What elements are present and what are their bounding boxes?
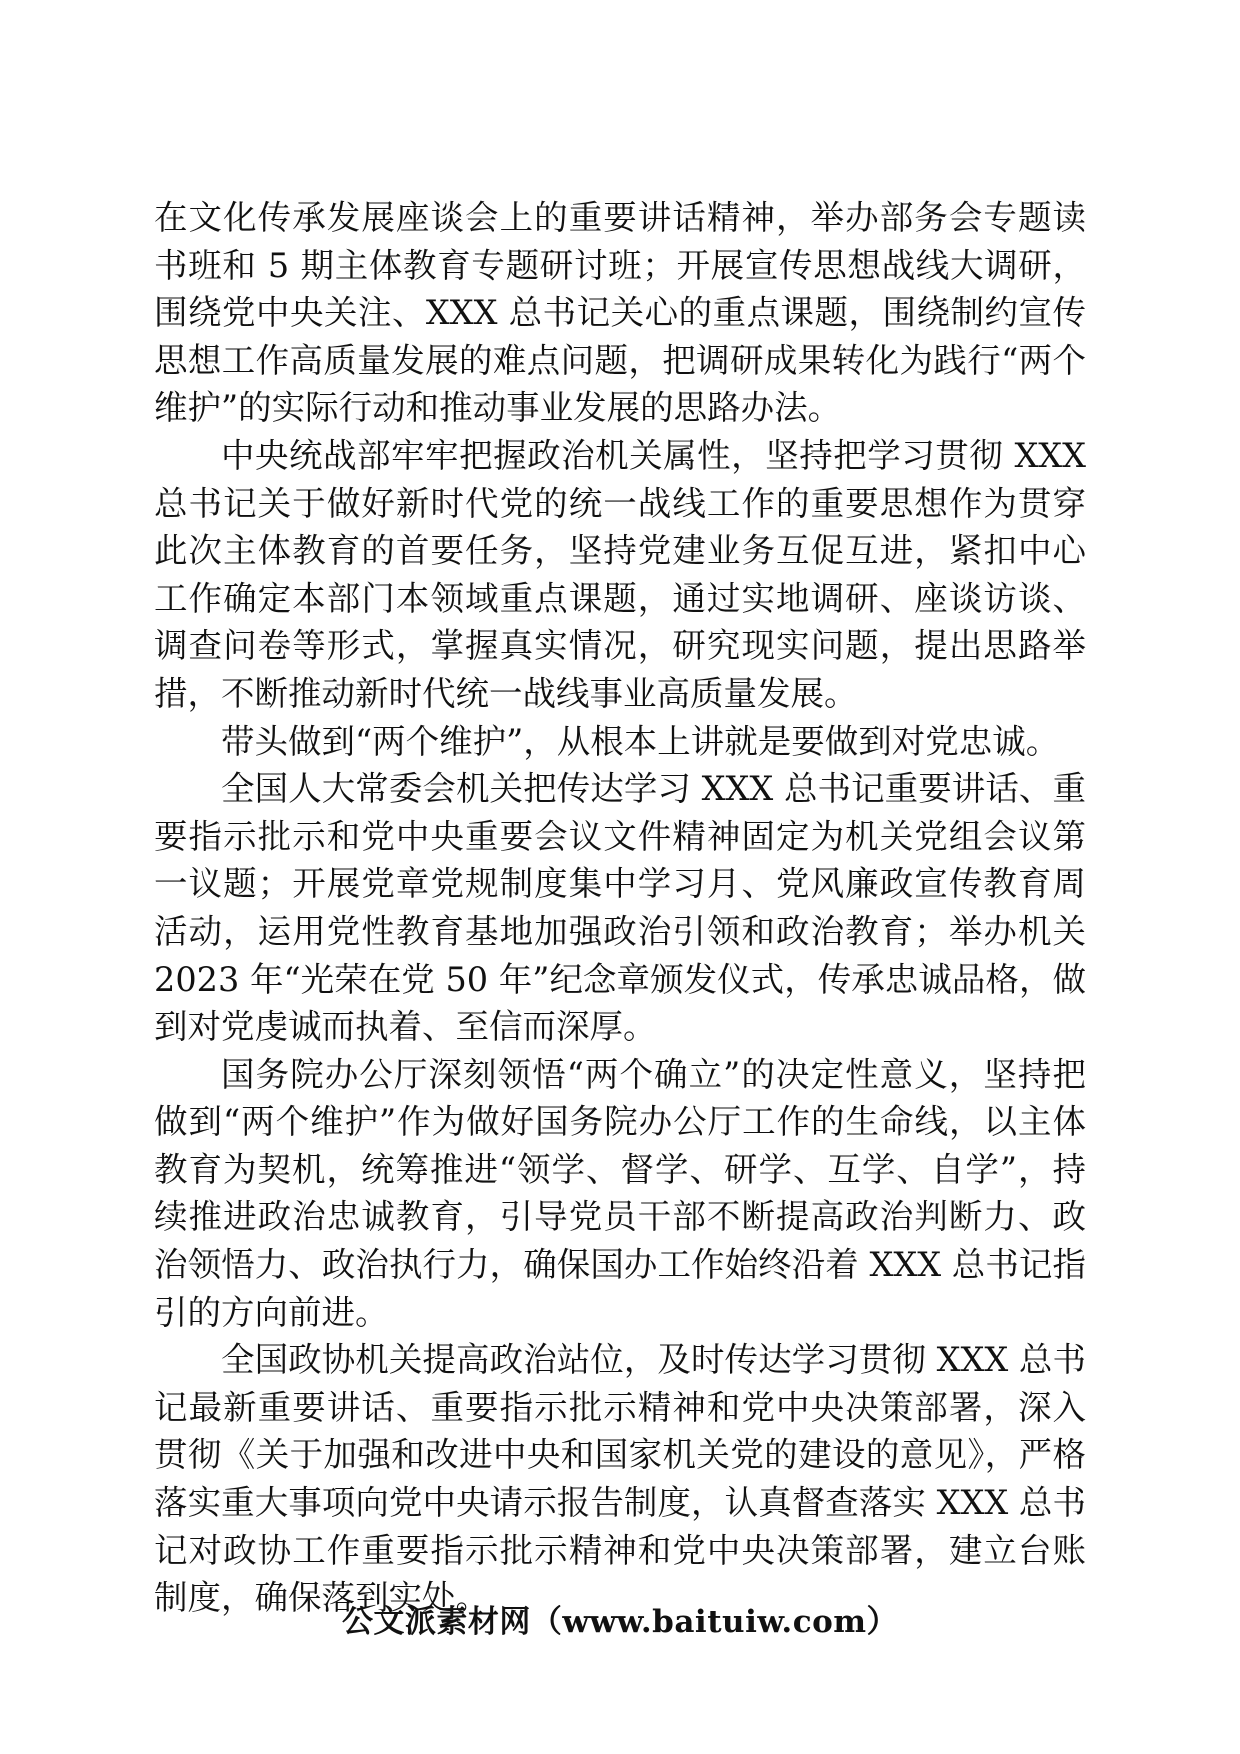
paragraph-cppcc-office: 全国政协机关提高政治站位，及时传达学习贯彻 XXX 总书记最新重要讲话、重要指示批示精神和党中央决策部署，深入贯彻《关于加强和改进中央和国家机关党的建设的意见》，严格落实重大事项向党中央请示报告制度，认真督查落实 XXX 总书记对政协工作重要指示批示精神和党中央决策部署，建立台账制度，确保落到实处。 — [154, 1340, 1086, 1618]
document-body — [154, 194, 1086, 1622]
paragraph-continuation: 在文化传承发展座谈会上的重要讲话精神，举办部务会专题读书班和 5 期主体教育专题研讨班；开展宣传思想战线大调研，围绕党中央关注、XXX 总书记关心的重点课题，围绕制约宣传思想工作高质量发展的难点问题，把调研成果转化为践行“两个维护”的实际行动和推动事业发展的思路办法。 — [154, 198, 1086, 428]
paragraph-united-front: 中央统战部牢牢把握政治机关属性，坚持把学习贯彻 XXX 总书记关于做好新时代党的统一战线工作的重要思想作为贯穿此次主体教育的首要任务，坚持党建业务互促互进，紧扣中心工作确定本部门本领域重点课题，通过实地调研、座谈访谈、调查问卷等形式，掌握真实情况，研究现实问题，提出思路举措，不断推动新时代统一战线事业高质量发展。 — [154, 435, 1086, 713]
paragraph-two-safeguards: 带头做到“两个维护”，从根本上讲就是要做到对党忠诚。 — [221, 721, 1060, 761]
footer-watermark-text: 公文派素材网（www.baituiw.com） — [341, 1604, 899, 1640]
paragraph-state-council-office: 国务院办公厅深刻领悟“两个确立”的决定性意义，坚持把做到“两个维护”作为做好国务院办公厅工作的生命线，以主体教育为契机，统筹推进“领学、督学、研学、互学、自学”，持续推进政治忠诚教育，引导党员干部不断提高政治判断力、政治领悟力、政治执行力，确保国办工作始终沿着 XXX 总书记指引的方向前进。 — [154, 1054, 1086, 1332]
paragraph-npc-office: 全国人大常委会机关把传达学习 XXX 总书记重要讲话、重要指示批示和党中央重要会议文件精神固定为机关党组会议第一议题；开展党章党规制度集中学习月、党风廉政宣传教育周活动，运用党性教育基地加强政治引领和政治教育；举办机关 2023 年“光荣在党 50 年”纪念章颁发仪式，传承忠诚品格，做到对党虔诚而执着、至信而深厚。 — [154, 769, 1086, 1047]
